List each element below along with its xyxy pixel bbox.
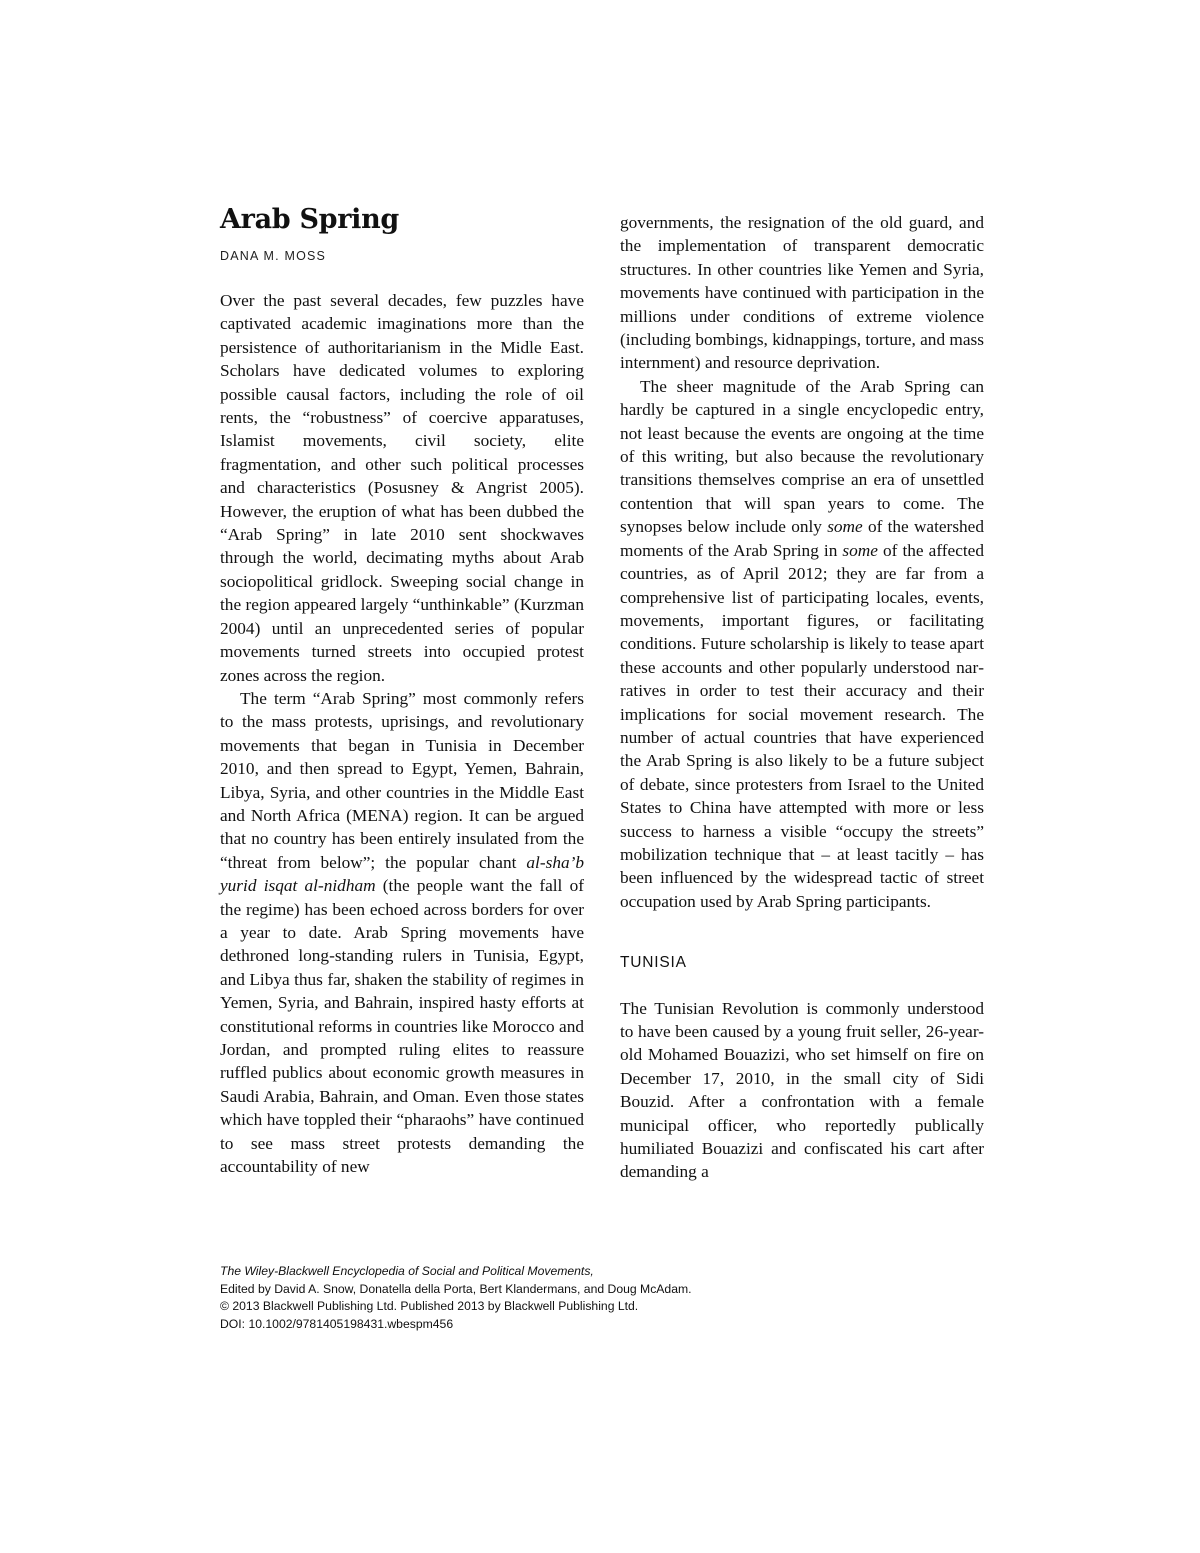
- copyright-line: © 2013 Blackwell Publishing Ltd. Published 2013 by Blackwell Publishing Ltd.: [220, 1299, 639, 1313]
- term-paragraph-text-b: (the people want the fall of the regime) has been echoed across borders for over a year to date. Arab Spring movements have dethroned long-standing rulers in Tunisia, Egypt, and Libya thus far, shaken the stability of regimes in Yemen, Syria, and Bahrain, inspired hasty efforts at constitutional reforms in countries like Morocco and Jordan, and prompted ruling elites to reassure ruffled publics about economic growth measures in Saudi Arabia, Bahrain, and Oman. Even those states which have toppled their “pharaohs” have continued to see mass street protests demanding the accountability of new: [220, 876, 584, 1177]
- tunisia-paragraph: The Tunisian Revolution is commonly understood to have been caused by a young fruit seller, 26-year-old Mohamed Bouazizi, who set himself on fire on December 17, 2010, in the small city of Sidi Bouzid. After a confrontation with a female municipal officer, who reportedly publically humiliated Bouazizi and confiscated his cart after demanding a: [620, 998, 984, 1182]
- emphasis-some-1: some: [827, 517, 863, 537]
- magnitude-paragraph: [620, 375, 984, 913]
- editors-line: Edited by David A. Snow, Donatella della Porta, Bert Klandermans, and Doug McAdam.: [220, 1281, 692, 1296]
- intro-paragraph: Over the past several decades, few puzzles have captivated academic imaginations more than the persistence of authoritarianism in the Midle East. Scholars have dedicated volumes to exploring possible causal factors, including the role of oil rents, the “robustness” of coercive apparatuses, Islamist movements, civil society, elite fragmentation, and other such political processes and characteristics (Posusney & Angrist 2005). However, the eruption of what has been dubbed the “Arab Spring” in late 2010 sent shockwaves through the world, decimating myths about Arab sociopolitical gridlock. Sweeping social change in the region appeared largely “unthinkable” (Kurzman 2004) until an unprecedented series of popular movements turned streets into occupied protest zones across the region.: [220, 291, 584, 685]
- article-author: DANA M. MOSS: [220, 249, 327, 263]
- arabic-chant: al-sha’b yurid isqat al-nidham: [220, 852, 584, 896]
- doi-line: DOI: 10.1002/9781405198431.wbespm456: [220, 1316, 454, 1331]
- magnitude-text-a: The sheer magnitude of the Arab Spring can hardly be captured in a single encyclopedic entry, not least because the events are ongoing at the time of this writing, but also because the revolutionary transitions themselves comprise an era of unsettled contention that will span years to come. The synopses below include only: [620, 376, 984, 537]
- term-paragraph: [220, 687, 584, 1179]
- emphasis-some-2: some: [842, 540, 878, 560]
- book-title: The Wiley-Blackwell Encyclopedia of Social and Political Movements,: [220, 1264, 594, 1278]
- article-title: Arab Spring: [220, 204, 400, 235]
- left-column: [220, 289, 584, 1178]
- term-paragraph-text-a: The term “Arab Spring” most commonly refers to the mass protests, uprisings, and revolutionary movements that began in Tunisia in December 2010, and then spread to Egypt, Yemen, Bahrain, Libya, Syria, and other countries in the Middle East and North Africa (MENA) region. It can be argued that no country has been entirely insulated from the “threat from below”; the popular chant: [220, 688, 584, 872]
- right-column: [620, 211, 984, 1184]
- section-heading-tunisia: TUNISIA: [620, 954, 687, 972]
- publication-footer: [220, 1263, 692, 1333]
- continued-paragraph: governments, the resignation of the old guard, and the implementation of transparent democratic structures. In other countries like Yemen and Syria, movements have continued with participation in the millions under conditions of extreme violence (including bombings, kidnappings, torture, and mass internment) and resource deprivation.: [620, 213, 984, 373]
- magnitude-text-c: of the affected countries, as of April 2012; they are far from a comprehensive list of participating locales, events, movements, important figures, or facilitating conditions. Future scholarship is likely to tease apart these accounts and other popularly understood narratives in order to test their accuracy and their implications for social movement research. The number of actual countries that have experienced the Arab Spring is also likely to be a future subject of debate, since protesters from Israel to the United States to China have attempted with more or less success to harness a visible “occupy the streets” mobilization technique that – at least tacitly – has been influenced by the widespread tactic of street occupation used by Arab Spring participants.: [620, 540, 984, 911]
- magnitude-text-b: of the watershed moments of the Arab Spring in: [620, 517, 984, 560]
